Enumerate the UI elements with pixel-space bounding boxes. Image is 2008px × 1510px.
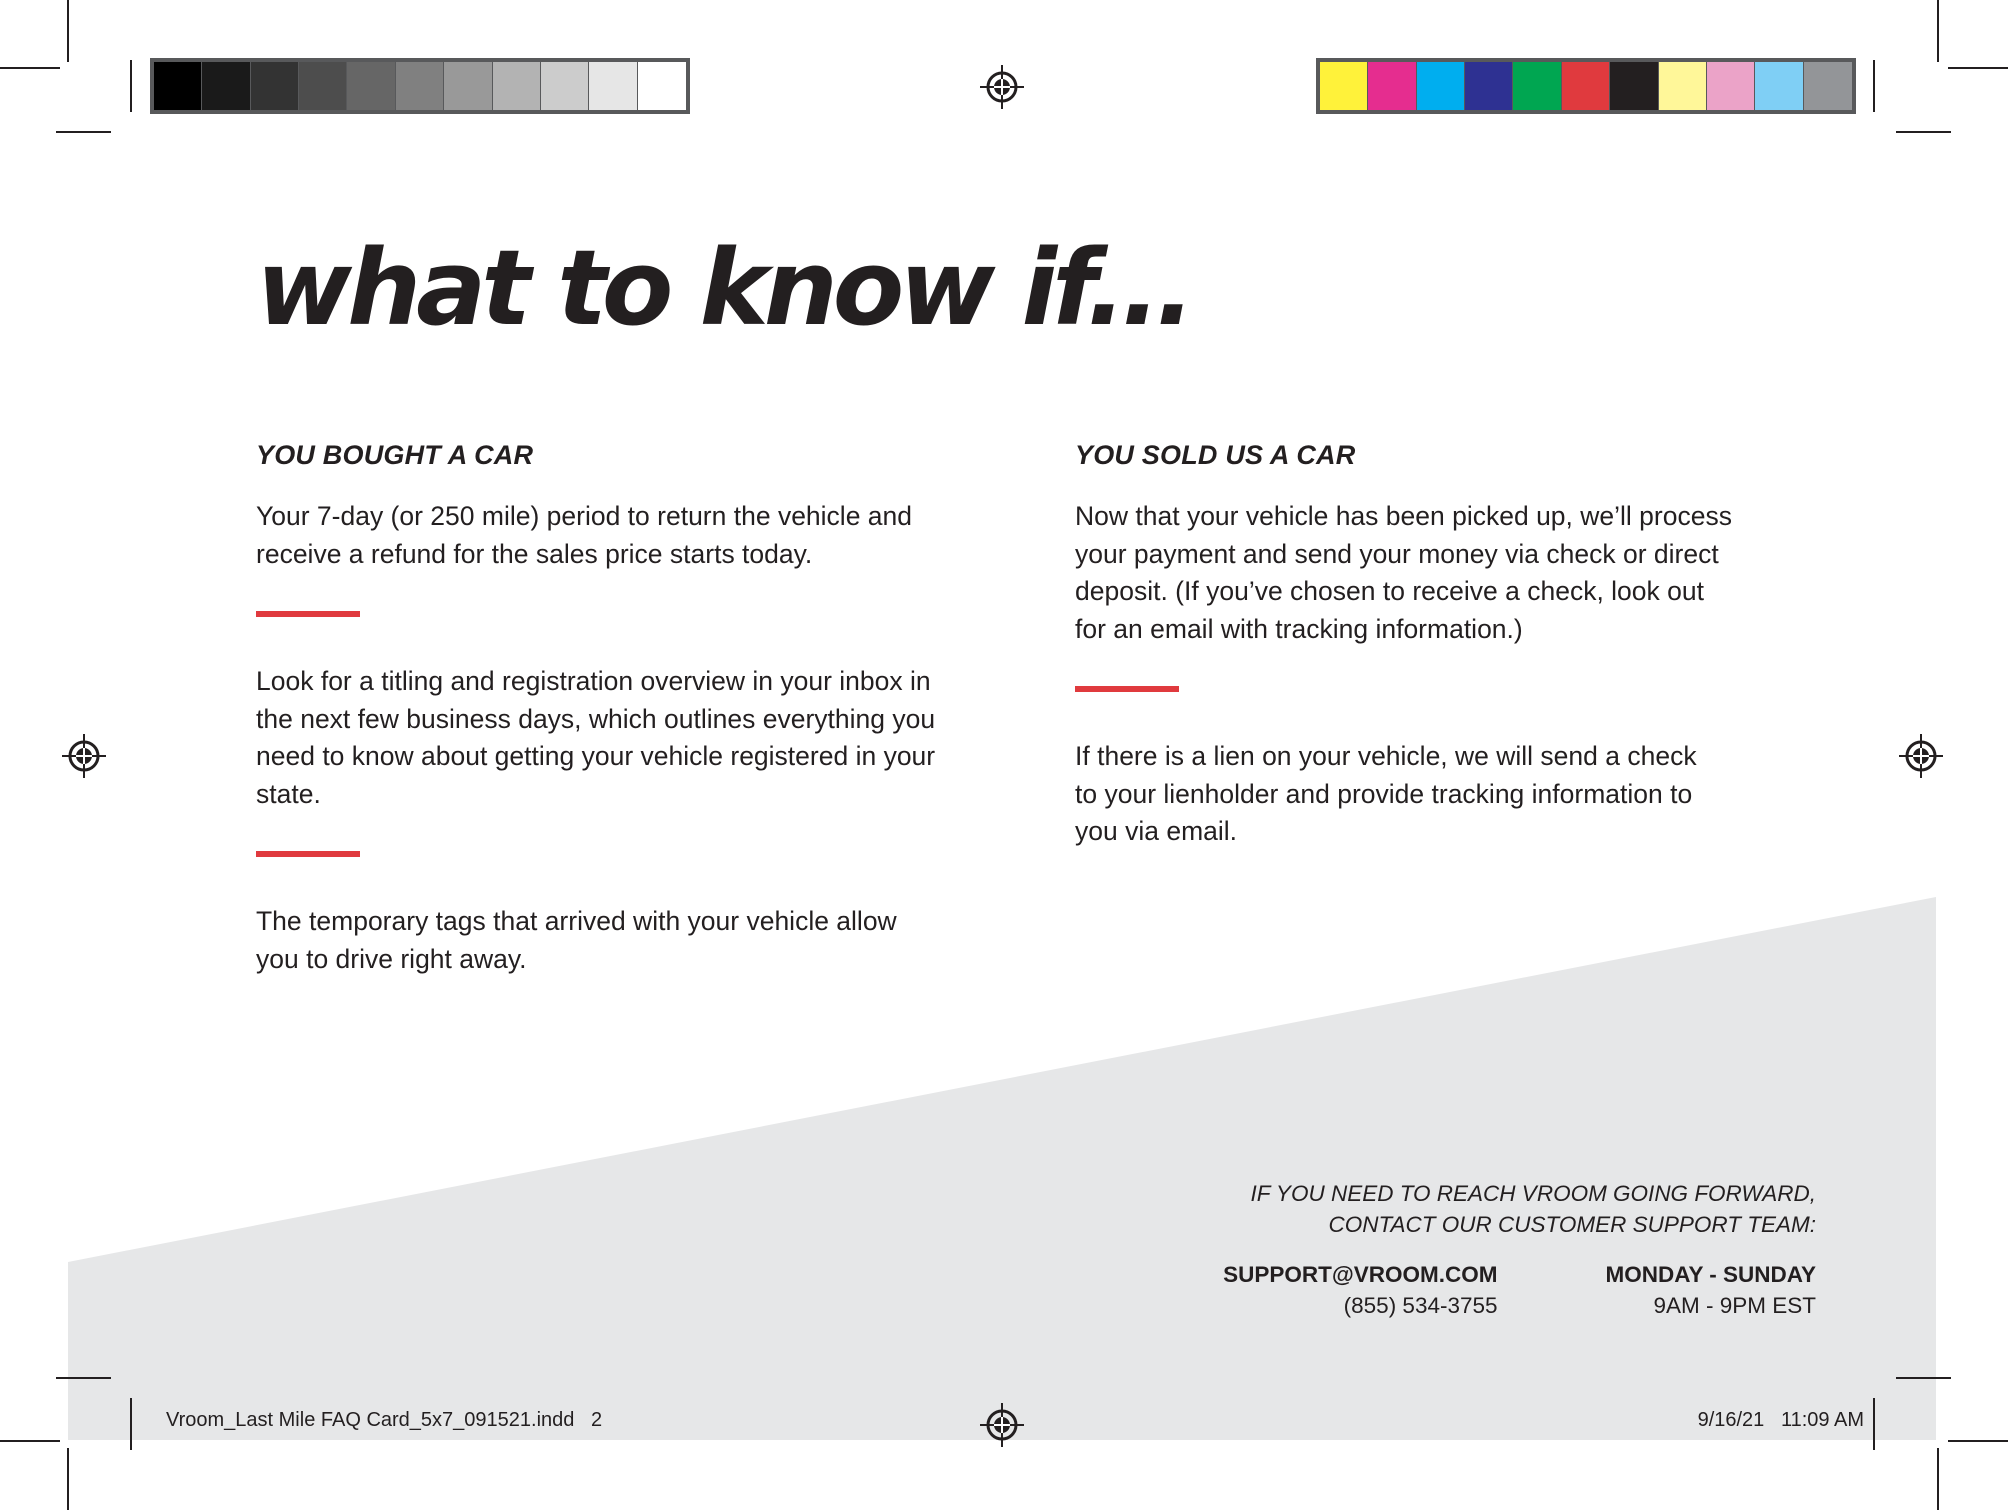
sold-paragraph-lien: If there is a lien on your vehicle, we will send a check to your lienholder and provide tracking information to you via email. (1075, 741, 1697, 846)
crop-mark (67, 0, 69, 62)
bought-car-heading: YOU BOUGHT A CAR (256, 440, 534, 470)
color-swatch (1562, 62, 1610, 110)
color-swatch (396, 62, 444, 110)
support-time: 9AM - 9PM EST (1653, 1293, 1816, 1318)
color-swatch (1610, 62, 1658, 110)
color-swatch (154, 62, 202, 110)
color-swatch (1320, 62, 1368, 110)
file-slug: Vroom_Last Mile FAQ Card_5x7_091521.indd 2 (166, 1409, 603, 1431)
support-email-link[interactable]: SUPPORT@VROOM.COM (1223, 1262, 1498, 1287)
color-swatch (1707, 62, 1755, 110)
crop-mark (130, 60, 132, 112)
contact-email-phone (1223, 1259, 1497, 1321)
red-divider (256, 611, 360, 617)
sold-paragraph-payment: Now that your vehicle has been picked up, we’ll process your payment and send your money via check or direct deposit. (If you’ve chosen to receive a check, look out for an email with tracking information.) (1075, 501, 1732, 644)
color-swatch (1465, 62, 1513, 110)
color-swatch (299, 62, 347, 110)
crop-mark (1937, 0, 1939, 62)
crop-mark (1937, 1448, 1939, 1510)
color-swatch (1417, 62, 1465, 110)
support-hours (1606, 1259, 1816, 1321)
crop-mark (1948, 67, 2008, 69)
page-title: what to know if... (256, 227, 1191, 349)
crop-mark (130, 1398, 132, 1450)
print-timestamp: 9/16/21 11:09 AM (1697, 1409, 1864, 1431)
crop-mark (1896, 1377, 1951, 1379)
bought-paragraph-temporary-tags: The temporary tags that arrived with your vehicle allow you to drive right away. (256, 906, 897, 974)
bought-paragraph-registration: Look for a titling and registration overview in your inbox in the next few business days, which outlines everything you need to know about getting your vehicle registered in your state. (256, 666, 936, 809)
color-swatch (493, 62, 541, 110)
red-divider (1075, 686, 1179, 692)
color-swatch (1513, 62, 1561, 110)
registration-target-icon (980, 1403, 1024, 1447)
grayscale-color-bar (150, 58, 690, 114)
crop-mark (56, 1377, 111, 1379)
color-swatch (347, 62, 395, 110)
contact-intro-line: CONTACT OUR CUSTOMER SUPPORT TEAM: (1328, 1212, 1816, 1237)
crop-mark (1873, 60, 1875, 112)
crop-mark (0, 67, 60, 69)
registration-target-icon (62, 734, 106, 778)
support-phone[interactable]: (855) 534-3755 (1343, 1293, 1498, 1318)
color-swatch (1755, 62, 1803, 110)
crop-mark (67, 1448, 69, 1510)
bought-car-section (256, 436, 956, 978)
contact-intro (1223, 1178, 1816, 1240)
crop-mark (1948, 1440, 2008, 1442)
red-divider (256, 851, 360, 857)
color-swatch (251, 62, 299, 110)
contact-intro-line: IF YOU NEED TO REACH VROOM GOING FORWARD, (1250, 1181, 1816, 1206)
color-swatch (1804, 62, 1852, 110)
support-days: MONDAY - SUNDAY (1605, 1262, 1816, 1287)
contact-block (1223, 1178, 1816, 1321)
registration-target-icon (1899, 734, 1943, 778)
crop-mark (56, 131, 111, 133)
crop-mark (0, 1440, 60, 1442)
contact-details (1223, 1259, 1816, 1321)
color-swatch (444, 62, 492, 110)
color-swatch (202, 62, 250, 110)
color-swatch (1368, 62, 1416, 110)
bought-paragraph-return-period: Your 7-day (or 250 mile) period to return the vehicle and receive a refund for the sales price starts today. (256, 501, 913, 569)
registration-target-icon (980, 65, 1024, 109)
color-swatch (638, 62, 686, 110)
crop-mark (1873, 1398, 1875, 1450)
color-swatch (589, 62, 637, 110)
color-swatch (1659, 62, 1707, 110)
process-color-bar (1316, 58, 1856, 114)
sold-car-heading: YOU SOLD US A CAR (1075, 440, 1356, 470)
sold-car-section (1075, 436, 1775, 851)
crop-mark (1896, 131, 1951, 133)
color-swatch (541, 62, 589, 110)
